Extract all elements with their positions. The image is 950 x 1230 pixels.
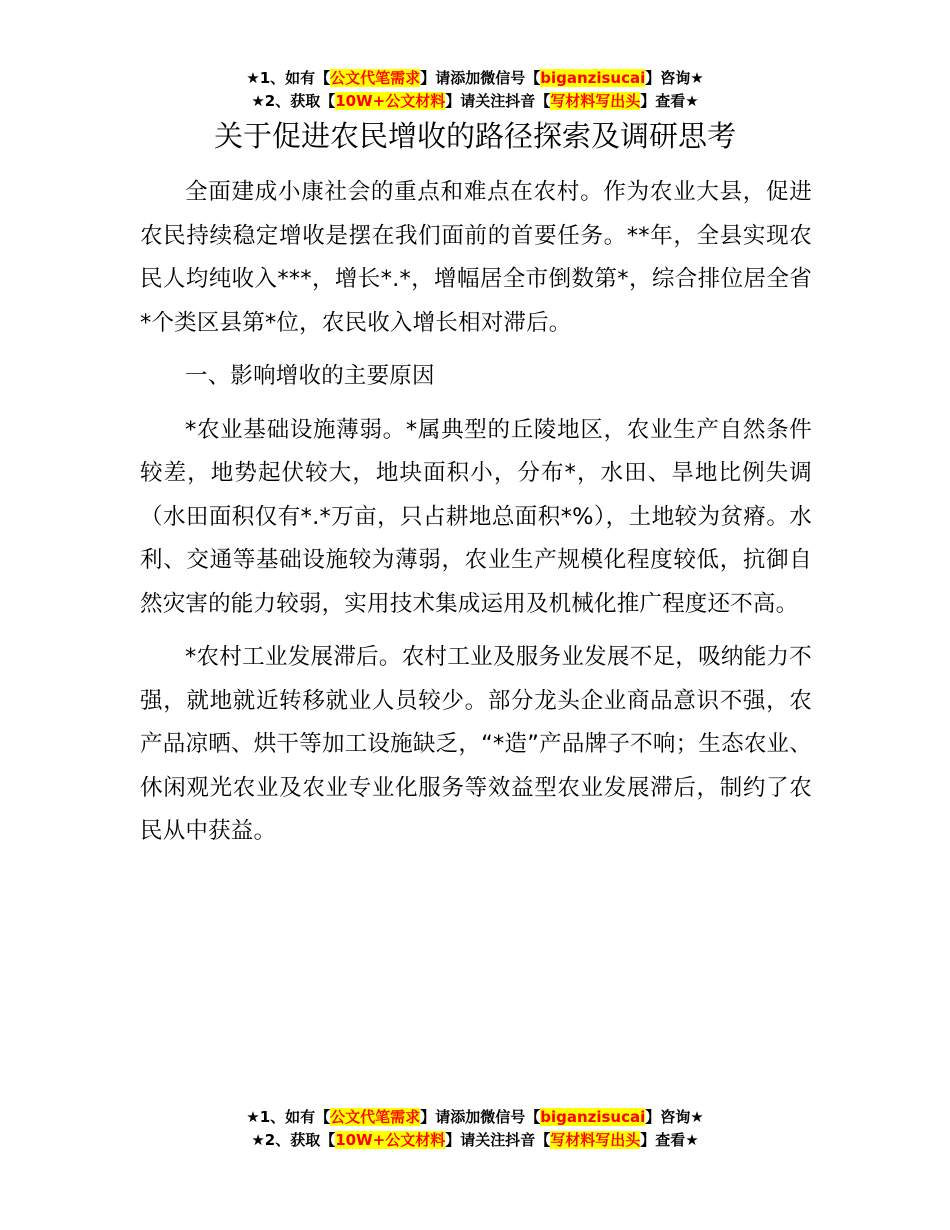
- highlight-wechat-id: biganzisucai: [540, 69, 646, 87]
- banner-text: ★1、如有【: [246, 1108, 331, 1126]
- banner-text: 】咨询★: [645, 1108, 704, 1126]
- highlight-service: 公文代笔需求: [330, 1108, 421, 1126]
- paragraph-industry: *农村工业发展滞后。农村工业及服务业发展不足，吸纳能力不强，就地就近转移就业人员较少。部分龙头企业商品意识不强，农产品凉晒、烘干等加工设施缺乏，“*造”产品牌子不响；生态农业、休闲观光农业及农业专业化服务等效益型农业发展滞后，制约了农民从中获益。: [140, 644, 812, 844]
- highlight-douyin-account: 写材料写出头: [550, 92, 641, 110]
- highlight-service: 公文代笔需求: [330, 69, 421, 87]
- highlight-materials: 10W+公文材料: [335, 1131, 446, 1149]
- footer-banner: [0, 1106, 950, 1152]
- header-banner: [0, 67, 950, 113]
- banner-line-1: [0, 67, 950, 90]
- banner-text: ★2、获取【: [251, 92, 336, 110]
- banner-line-2: [0, 90, 950, 113]
- paragraph-infrastructure: *农业基础设施薄弱。*属典型的丘陵地区，农业生产自然条件较差，地势起伏较大，地块面积小，分布*，水田、旱地比例失调（水田面积仅有*.*万亩，只占耕地总面积*%），土地较为贫瘠。水利、交通等基础设施较为薄弱，农业生产规模化程度较低，抗御自然灾害的能力较弱，实用技术集成运用及机械化推广程度还不高。: [140, 416, 812, 617]
- highlight-wechat-id: biganzisucai: [540, 1108, 646, 1126]
- document-body: [140, 171, 812, 854]
- banner-text: 】请添加微信号【: [420, 1108, 541, 1126]
- paragraph-intro: 全面建成小康社会的重点和难点在农村。作为农业大县，促进农民持续稳定增收是摆在我们面前的首要任务。**年，全县实现农民人均纯收入***，增长*.*，增幅居全市倒数第*，综合排位居全省*个类区县第*位，农民收入增长相对滞后。: [140, 179, 812, 336]
- banner-text: ★1、如有【: [246, 69, 331, 87]
- banner-text: 】请关注抖音【: [445, 92, 551, 110]
- banner-text: 】请关注抖音【: [445, 1131, 551, 1149]
- document-title: 关于促进农民增收的路径探索及调研思考: [213, 119, 736, 153]
- banner-text: 】咨询★: [645, 69, 704, 87]
- section-heading: 一、影响增收的主要原因: [185, 363, 435, 389]
- highlight-douyin-account: 写材料写出头: [550, 1131, 641, 1149]
- banner-line-1: [0, 1106, 950, 1129]
- banner-text: 】查看★: [640, 92, 699, 110]
- banner-text: ★2、获取【: [251, 1131, 336, 1149]
- highlight-materials: 10W+公文材料: [335, 92, 446, 110]
- banner-text: 】请添加微信号【: [420, 69, 541, 87]
- banner-text: 】查看★: [640, 1131, 699, 1149]
- banner-line-2: [0, 1129, 950, 1152]
